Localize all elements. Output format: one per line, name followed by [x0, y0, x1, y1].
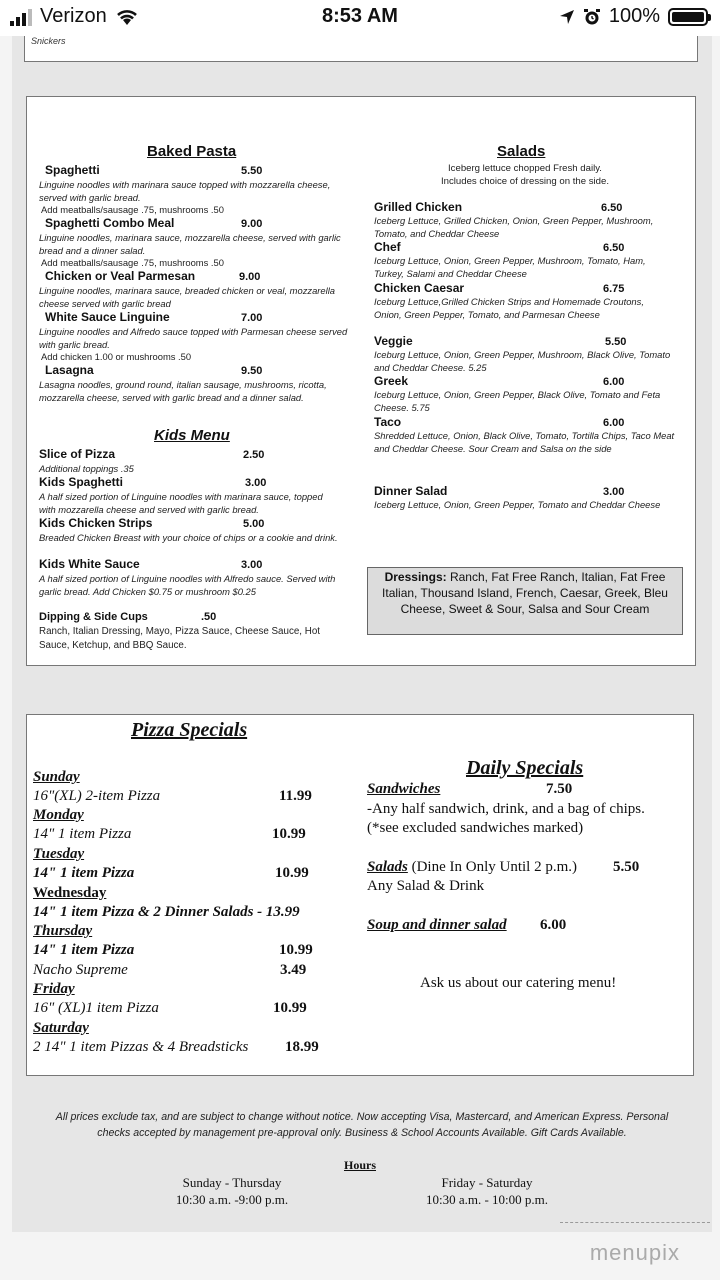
menu-item-name: Slice of Pizza	[39, 447, 116, 461]
menu-item-desc: Linguine noodles and Alfredo sauce topped with Parmesan cheese served with garlic bread.	[39, 326, 348, 350]
special-day: Wednesday	[33, 885, 107, 901]
special-item: 14" 1 item Pizza	[33, 865, 135, 881]
menu-item-price: 7.00	[241, 312, 263, 324]
menu-item-price: 6.50	[603, 242, 625, 254]
menu-item-desc: Additional toppings .35	[39, 463, 134, 474]
special-item: 14" 1 item Pizza	[33, 826, 132, 842]
carrier-label: Verizon	[40, 5, 107, 27]
menu-item-desc: Iceburg Lettuce, Onion, Green Pepper, Black Olive, Tomato and Feta Cheese. 5.75	[374, 389, 661, 413]
menu-item-price: 3.00	[241, 559, 263, 571]
pizza-specials-title: Pizza Specials	[131, 719, 248, 741]
special-day: Sunday	[33, 769, 80, 785]
kids-menu-title: Kids Menu	[154, 427, 230, 444]
special-item: Nacho Supreme	[33, 962, 128, 978]
menu-panel	[26, 96, 696, 666]
sandwiches-price: 7.50	[546, 781, 573, 797]
previous-panel	[24, 36, 698, 62]
location-arrow-icon	[559, 9, 575, 25]
menu-item-desc: Breaded Chicken Breast with your choice of chips or a cookie and drink.	[39, 532, 338, 543]
menu-item-price: 3.00	[603, 486, 625, 498]
menu-item-desc: Shredded Lettuce, Onion, Black Olive, Tomato, Tortilla Chips, Taco Meat and Cheddar Cheese. Sour Cream and Salsa on the side	[374, 430, 675, 454]
hours-time: 10:30 a.m. -9:00 p.m.	[175, 1192, 289, 1207]
dressings-list: Ranch, Fat Free Ranch, Italian, Fat Free Italian, Thousand Island, French, Caesar, Greek, Bleu Cheese, Sweet & Sour, Salsa and Sour Cream	[382, 570, 668, 616]
baked-pasta-title: Baked Pasta	[147, 143, 237, 160]
menu-item-name: Kids Chicken Strips	[39, 516, 153, 530]
menu-item-addon: Add meatballs/sausage .75, mushrooms .50	[41, 257, 224, 268]
menu-item-name: Greek	[374, 374, 409, 388]
menu-item-name: Dipping & Side Cups	[39, 611, 148, 623]
menu-item-desc: Linguine noodles, marinara sauce, mozzarella cheese, served with garlic bread and a dinner salad.	[39, 232, 341, 256]
special-item: 16"(XL) 2-item Pizza	[33, 788, 161, 804]
menu-item-desc: Linguine noodles, marinara sauce, breaded chicken or veal, mozzarella cheese served with garlic bread	[39, 285, 336, 309]
menu-item-name: Dinner Salad	[374, 484, 448, 498]
menu-item-price: 5.00	[243, 518, 265, 530]
battery-icon	[668, 8, 708, 26]
special-price: 10.99	[275, 865, 309, 881]
special-price: 10.99	[272, 826, 306, 842]
catering-note: Ask us about our catering menu!	[420, 975, 617, 991]
divider	[560, 1222, 710, 1223]
clock: 8:53 AM	[322, 5, 398, 27]
menu-item-price: 5.50	[605, 336, 627, 348]
special-day: Saturday	[33, 1020, 89, 1036]
menu-item-name: Chicken or Veal Parmesan	[45, 269, 196, 283]
hours-time: 10:30 a.m. - 10:00 p.m.	[425, 1192, 549, 1207]
specials-panel	[26, 714, 694, 1076]
menu-item-price: 9.50	[241, 365, 263, 377]
footer-policy: checks accepted by management pre-approval only. Business & School Accounts Available. Gift Cards Available.	[97, 1127, 627, 1139]
menu-item-desc: Iceburg Lettuce, Onion, Green Pepper, Mushroom, Tomato, Ham, Turkey, Salami and Cheddar Cheese	[374, 255, 646, 279]
special-price: 10.99	[273, 1000, 307, 1016]
salads-note: Includes choice of dressing on the side.	[441, 176, 609, 187]
menu-item-price: 9.00	[241, 218, 263, 230]
menu-item-price: 3.00	[245, 477, 267, 489]
snickers-text: Snickers	[31, 36, 66, 46]
special-price: 10.99	[279, 942, 313, 958]
menu-item-desc: Linguine noodles with marinara sauce topped with mozzarella cheese, served with garlic bread.	[39, 179, 331, 203]
special-item: 16" (XL)1 item Pizza	[33, 1000, 159, 1016]
menu-item-name: Kids White Sauce	[39, 557, 140, 571]
salads-special-desc: Any Salad & Drink	[367, 878, 485, 894]
special-day: Friday	[33, 981, 75, 997]
menu-item-name: Kids Spaghetti	[39, 475, 124, 489]
footer-policy: All prices exclude tax, and are subject to change without notice. Now accepting Visa, Mastercard, and American Express. Personal	[55, 1111, 669, 1123]
menu-item-price: .50	[201, 611, 217, 623]
menu-item-desc: A half sized portion of Linguine noodles with Alfredo sauce. Served with garlic bread. Add Chicken $0.75 or mushroom $0.25	[39, 573, 336, 597]
special-price: 18.99	[285, 1039, 319, 1055]
menu-item-price: 6.00	[603, 376, 625, 388]
salads-special-label: Salads	[367, 859, 408, 875]
special-day: Thursday	[33, 923, 93, 939]
menu-item-name: Chef	[374, 240, 401, 254]
battery-fill	[672, 12, 704, 22]
menu-item-name: Veggie	[374, 334, 413, 348]
menu-item-desc: Iceberg Lettuce, Onion, Green Pepper, Tomato and Cheddar Cheese	[374, 499, 661, 510]
menu-item-addon: Add chicken 1.00 or mushrooms .50	[41, 351, 192, 362]
menu-item-name: Taco	[374, 415, 402, 429]
battery-percent: 100%	[608, 5, 660, 27]
dressings-box	[367, 567, 683, 635]
menu-item-name: White Sauce Linguine	[45, 310, 170, 324]
salads-special-price: 5.50	[613, 859, 640, 875]
hours-days: Friday - Saturday	[441, 1175, 533, 1190]
status-bar	[0, 0, 720, 36]
sandwiches-note: (*see excluded sandwiches marked)	[367, 820, 584, 836]
menu-item-name: Grilled Chicken	[374, 200, 463, 214]
menu-item-price: 6.75	[603, 283, 625, 295]
dressings-label: Dressings:	[384, 570, 447, 584]
menu-item-desc: Ranch, Italian Dressing, Mayo, Pizza Sauce, Cheese Sauce, Hot Sauce, Ketchup, and BBQ Sauce.	[39, 626, 320, 651]
menu-item-price: 9.00	[239, 271, 261, 283]
menu-item-price: 6.00	[603, 417, 625, 429]
hours-weekday	[152, 1174, 312, 1208]
menu-item-name: Spaghetti Combo Meal	[45, 216, 175, 230]
salads-note: Iceberg lettuce chopped Fresh daily.	[448, 163, 602, 174]
sandwiches-desc: -Any half sandwich, drink, and a bag of chips.	[367, 801, 645, 817]
alarm-icon	[583, 8, 601, 26]
special-day: Tuesday	[33, 846, 85, 862]
menu-item-price: 6.50	[601, 202, 623, 214]
menu-item-desc: Iceburg Lettuce,Grilled Chicken Strips and Homemade Croutons, Onion, Green Pepper, Tomato, and Parmesan Cheese	[374, 296, 644, 320]
menu-item-name: Lasagna	[45, 363, 94, 377]
soup-salad-price: 6.00	[540, 917, 567, 933]
hours-days: Sunday - Thursday	[182, 1175, 282, 1190]
hours-weekend	[407, 1174, 567, 1208]
menu-item-addon: Add meatballs/sausage .75, mushrooms .50	[41, 204, 224, 215]
salads-title: Salads	[497, 143, 546, 160]
special-item: 2 14" 1 item Pizzas & 4 Breadsticks	[33, 1039, 249, 1055]
menu-item-price: 5.50	[241, 165, 263, 177]
daily-specials-title: Daily Specials	[466, 757, 584, 779]
special-price: 11.99	[279, 788, 312, 804]
special-item: 14" 1 item Pizza & 2 Dinner Salads - 13.99	[33, 904, 300, 920]
menu-page	[12, 36, 712, 1232]
special-item: 14" 1 item Pizza	[33, 942, 135, 958]
salads-special-note: (Dine In Only Until 2 p.m.)	[411, 859, 578, 875]
soup-salad-label: Soup and dinner salad	[367, 917, 507, 933]
menu-item-name: Chicken Caesar	[374, 281, 465, 295]
special-price: 3.49	[280, 962, 307, 978]
menu-item-desc: Lasagna noodles, ground round, italian sausage, mushrooms, ricotta, mozzarella cheese, served with garlic bread and a dinner salad.	[39, 379, 327, 403]
menu-item-desc: Iceburg Lettuce, Onion, Green Pepper, Mushroom, Black Olive, Tomato and Cheddar Cheese. 5.25	[374, 349, 671, 373]
menu-item-name: Spaghetti	[45, 163, 100, 177]
menupix-watermark: menupix	[589, 1240, 680, 1265]
hours-title: Hours	[343, 1158, 376, 1172]
menu-item-desc: A half sized portion of Linguine noodles with marinara sauce, topped with mozzarella cheese and served with garlic bread.	[39, 491, 323, 515]
menu-item-desc: Iceberg Lettuce, Grilled Chicken, Onion, Green Pepper, Mushroom, Tomato, and Cheddar Cheese	[374, 215, 654, 239]
menu-item-price: 2.50	[243, 449, 265, 461]
special-day: Monday	[33, 807, 84, 823]
sandwiches-label: Sandwiches	[367, 781, 441, 797]
